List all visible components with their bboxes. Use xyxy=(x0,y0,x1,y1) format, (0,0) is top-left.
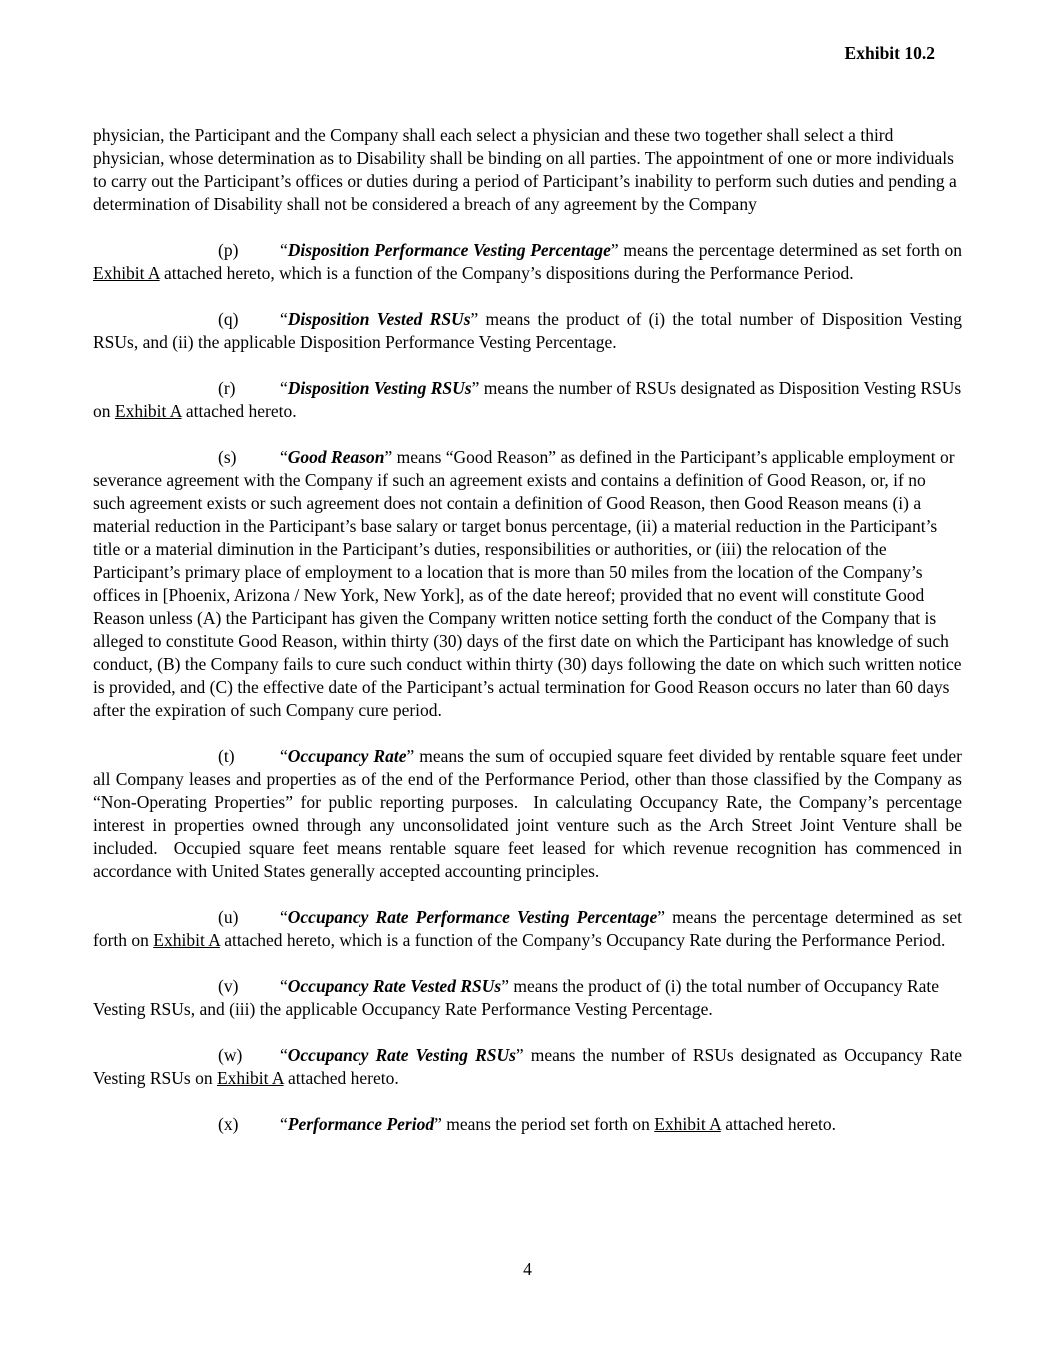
text-run: attached hereto. xyxy=(283,1068,399,1088)
text-run: ” means “Good Reason” as defined in the Participant’s applicable employment or severance agreement with the Company if such an agreement exists and contains a definition of Good Reason, or, if no such agreement exists or such agreement does not contain a definition of Good Reason, then Good Reason means (i) a material reduction in the Participant’s base salary or target bonus percentage, (ii) a material reduction in the Participant’s title or a material diminution in the Participant’s duties, responsibilities or authorities, or (iii) the relocation of the Participant’s primary place of employment to a location that is more than 50 miles from the location of the Company’s offices in [Phoenix, Arizona / New York, New York], as of the date hereof; provided that no event will constitute Good Reason unless (A) the Participant has given the Company written notice setting forth the conduct of the Company that is alleged to constitute Good Reason, within thirty (30) days of the first date on which the Participant has knowledge of such conduct, (B) the Company fails to cure such conduct within thirty (30) days following the date on which such written notice is provided, and (C) the effective date of the Participant’s actual termination for Good Reason occurs no later than 60 days after the expiration of such Company cure period. xyxy=(93,447,962,720)
text-run: physician, the Participant and the Company shall each select a physician and these two together shall select a third physician, whose determination as to Disability shall be binding on all parties. The appointment of one or more individuals to carry out the Participant’s offices or duties during a period of Participant’s inability to perform such duties and pending a determination of Disability shall not be considered a breach of any agreement by the Company xyxy=(93,125,957,214)
text-run: “ xyxy=(280,240,288,260)
exhibit-a-reference: Exhibit A xyxy=(654,1114,721,1134)
definition-t-occupancy-rate xyxy=(93,745,962,883)
text-run: “ xyxy=(280,1045,288,1065)
text-run: “ xyxy=(280,746,288,766)
text-run: “ xyxy=(280,378,288,398)
definition-p-disposition-performance-vesting-percentage xyxy=(93,239,962,285)
text-run: attached hereto. xyxy=(720,1114,836,1134)
exhibit-a-reference: Exhibit A xyxy=(216,1068,284,1088)
text-run: ” means the percentage determined as set forth on xyxy=(610,240,963,260)
text-run: ” means the number of RSUs designated as Occupancy Rate Vesting RSUs on xyxy=(93,1045,962,1088)
definition-w-occupancy-rate-vesting-rsus xyxy=(93,1044,962,1090)
definition-label: (r) xyxy=(218,378,236,398)
exhibit-a-reference: Exhibit A xyxy=(93,263,160,283)
definition-label: (s) xyxy=(218,447,237,467)
text-run: “ xyxy=(280,976,288,996)
exhibit-a-reference: Exhibit A xyxy=(153,930,220,950)
definition-q-disposition-vested-rsus xyxy=(93,308,962,354)
defined-term: Occupancy Rate Vested RSUs xyxy=(287,976,502,996)
defined-term: Performance Period xyxy=(287,1114,435,1134)
definition-label: (v) xyxy=(218,976,239,996)
text-run: “ xyxy=(280,1114,288,1134)
text-run: ” means the product of (i) the total number of Disposition Vesting RSUs, and (ii) the applicable Disposition Performance Vesting Percentage. xyxy=(93,309,962,352)
defined-term: Occupancy Rate Performance Vesting Percentage xyxy=(287,907,658,927)
definition-u-occupancy-rate-performance-vesting-percentage xyxy=(93,906,962,952)
definition-s-good-reason xyxy=(93,446,962,722)
definition-label: (q) xyxy=(218,309,239,329)
definition-label: (p) xyxy=(218,240,239,260)
definition-label: (t) xyxy=(218,746,235,766)
definition-label: (w) xyxy=(218,1045,243,1065)
defined-term: Occupancy Rate xyxy=(287,746,407,766)
definition-r-disposition-vesting-rsus xyxy=(93,377,962,423)
definition-label: (u) xyxy=(218,907,239,927)
text-run: attached hereto. xyxy=(181,401,297,421)
definition-x-performance-period xyxy=(93,1113,962,1136)
page-number: 4 xyxy=(523,1259,532,1279)
text-run: ” means the sum of occupied square feet divided by rentable square feet under all Company leases and properties as of the end of the Performance Period, other than those classified by the Company as “Non-Operating Properties” for public reporting purposes. In calculating Occupancy Rate, the Company’s percentage interest in properties owned through any unconsolidated joint venture such as the Arch Street Joint Venture shall be included. Occupied square feet means rentable square feet leased for which revenue recognition has commenced in accordance with United States generally accepted accounting principles. xyxy=(93,746,962,881)
text-run: “ xyxy=(280,447,288,467)
definition-label: (x) xyxy=(218,1114,239,1134)
exhibit-header: Exhibit 10.2 xyxy=(844,43,935,63)
defined-term: Disposition Vesting RSUs xyxy=(287,378,472,398)
defined-term: Disposition Performance Vesting Percentage xyxy=(287,240,611,260)
text-run: attached hereto, which is a function of the Company’s dispositions during the Performance Period. xyxy=(159,263,854,283)
text-run: “ xyxy=(280,907,288,927)
text-run: ” means the number of RSUs designated as Disposition Vesting RSUs on xyxy=(93,378,962,421)
defined-term: Occupancy Rate Vesting RSUs xyxy=(287,1045,516,1065)
text-run: ” means the percentage determined as set forth on xyxy=(93,907,962,950)
defined-term: Good Reason xyxy=(287,447,385,467)
text-run: ” means the period set forth on xyxy=(434,1114,655,1134)
text-run: ” means the product of (i) the total number of Occupancy Rate Vesting RSUs, and (iii) the applicable Occupancy Rate Performance Vesting Percentage. xyxy=(93,976,940,1019)
defined-term: Disposition Vested RSUs xyxy=(287,309,471,329)
definition-v-occupancy-rate-vested-rsus xyxy=(93,975,962,1021)
text-run: attached hereto, which is a function of the Company’s Occupancy Rate during the Performance Period. xyxy=(219,930,946,950)
paragraph-disability-continuation xyxy=(93,124,962,216)
exhibit-a-reference: Exhibit A xyxy=(114,401,182,421)
text-run: “ xyxy=(280,309,288,329)
